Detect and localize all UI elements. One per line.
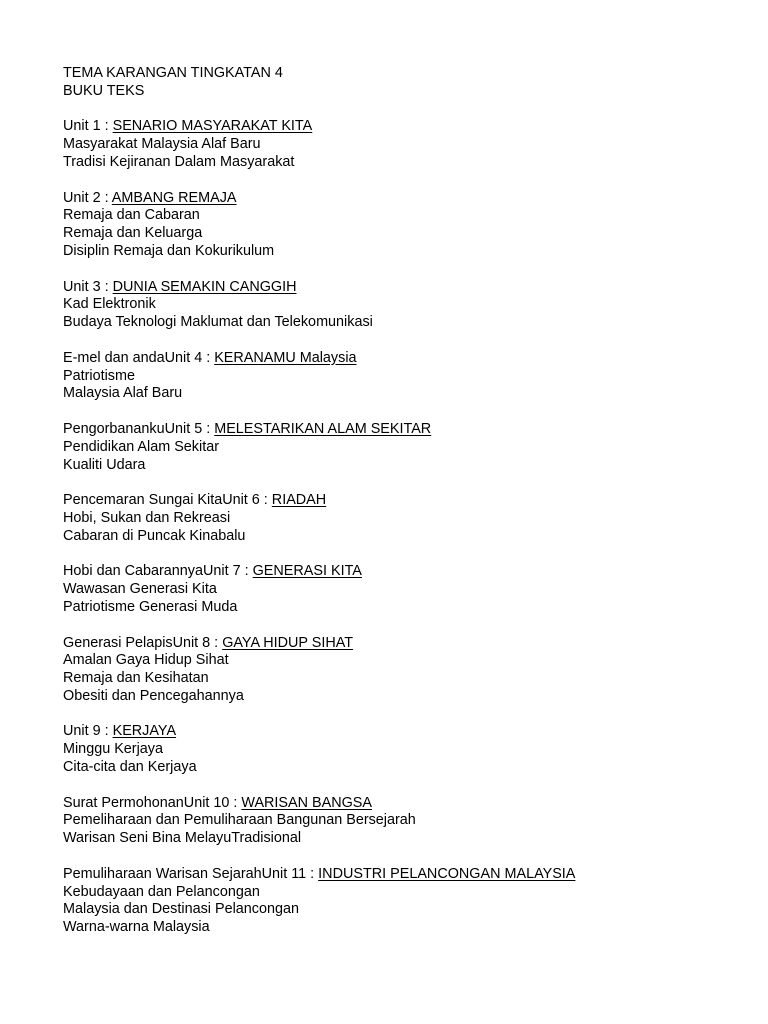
unit-topic: Hobi, Sukan dan Rekreasi xyxy=(63,509,231,526)
unit-topic: Kebudayaan dan Pelancongan xyxy=(63,883,260,900)
unit-theme: GENERASI KITA xyxy=(252,563,362,580)
unit-prefix: Unit 3 : xyxy=(63,278,113,295)
unit-topic: Warisan Seni Bina MelayuTradisional xyxy=(63,830,302,847)
unit-prefix: Hobi dan CabarannyaUnit 7 : xyxy=(63,563,253,580)
unit-heading xyxy=(63,635,753,653)
unit-prefix: Generasi PelapisUnit 8 : xyxy=(63,634,223,651)
unit-theme: MELESTARIKAN ALAM SEKITAR xyxy=(214,420,432,437)
section-spacer xyxy=(63,474,753,492)
unit-topic: Cabaran di Puncak Kinabalu xyxy=(63,527,246,544)
unit-topic: Malaysia Alaf Baru xyxy=(63,385,183,402)
section-spacer xyxy=(63,261,753,279)
unit-prefix: Pemuliharaan Warisan SejarahUnit 11 : xyxy=(63,865,319,882)
unit-topic: Patriotisme Generasi Muda xyxy=(63,598,238,615)
unit-theme: RIADAH xyxy=(271,492,327,509)
unit-prefix: Unit 2 : xyxy=(63,189,112,206)
document-page xyxy=(63,65,753,937)
unit-heading xyxy=(63,118,753,136)
unit-heading xyxy=(63,190,753,208)
unit-topic: Kualiti Udara xyxy=(63,456,146,473)
unit-theme: KERANAMU Malaysia xyxy=(214,349,357,366)
section-spacer xyxy=(63,706,753,724)
unit-prefix: Pencemaran Sungai KitaUnit 6 : xyxy=(63,492,272,509)
unit-heading xyxy=(63,421,753,439)
unit-heading xyxy=(63,279,753,297)
unit-theme: SENARIO MASYARAKAT KITA xyxy=(112,118,313,135)
section-spacer xyxy=(63,332,753,350)
unit-topic: Warna-warna Malaysia xyxy=(63,919,210,936)
unit-theme: WARISAN BANGSA xyxy=(241,794,372,811)
unit-topic: Tradisi Kejiranan Dalam Masyarakat xyxy=(63,153,295,170)
unit-theme: INDUSTRI PELANCONGAN MALAYSIA xyxy=(318,865,576,882)
unit-topic: Remaja dan Cabaran xyxy=(63,207,200,224)
unit-list xyxy=(63,101,753,937)
unit-topic: Pemeliharaan dan Pemuliharaan Bangunan Bersejarah xyxy=(63,812,416,829)
unit-topic: Disiplin Remaja dan Kokurikulum xyxy=(63,242,275,259)
unit-theme: GAYA HIDUP SIHAT xyxy=(222,634,354,651)
unit-heading xyxy=(63,723,753,741)
unit-topic: Kad Elektronik xyxy=(63,296,156,313)
unit-theme: DUNIA SEMAKIN CANGGIH xyxy=(112,278,297,295)
unit-topic: Budaya Teknologi Maklumat dan Telekomunikasi xyxy=(63,314,373,331)
section-spacer xyxy=(63,101,753,119)
unit-topic: Masyarakat Malaysia Alaf Baru xyxy=(63,136,261,153)
unit-prefix: Surat PermohonanUnit 10 : xyxy=(63,794,242,811)
section-spacer xyxy=(63,777,753,795)
unit-topic: Malaysia dan Destinasi Pelancongan xyxy=(63,901,299,918)
unit-prefix: E-mel dan andaUnit 4 : xyxy=(63,349,215,366)
unit-heading xyxy=(63,492,753,510)
unit-topic: Amalan Gaya Hidup Sihat xyxy=(63,652,229,669)
unit-topic: Cita-cita dan Kerjaya xyxy=(63,759,197,776)
unit-topic: Remaja dan Keluarga xyxy=(63,225,203,242)
unit-heading xyxy=(63,866,753,884)
unit-topic: Wawasan Generasi Kita xyxy=(63,581,217,598)
section-spacer xyxy=(63,617,753,635)
document-title: TEMA KARANGAN TINGKATAN 4 xyxy=(63,65,283,81)
section-spacer xyxy=(63,172,753,190)
unit-theme: KERJAYA xyxy=(112,723,177,740)
unit-topic: Pendidikan Alam Sekitar xyxy=(63,438,219,455)
unit-topic: Minggu Kerjaya xyxy=(63,741,163,758)
unit-topic: Remaja dan Kesihatan xyxy=(63,670,209,687)
unit-heading xyxy=(63,350,753,368)
section-spacer xyxy=(63,848,753,866)
section-spacer xyxy=(63,403,753,421)
unit-prefix: PengorbanankuUnit 5 : xyxy=(63,420,215,437)
unit-heading xyxy=(63,563,753,581)
document-subtitle: BUKU TEKS xyxy=(63,82,145,99)
unit-topic: Obesiti dan Pencegahannya xyxy=(63,687,244,704)
section-spacer xyxy=(63,546,753,564)
unit-prefix: Unit 1 : xyxy=(63,118,113,135)
unit-prefix: Unit 9 : xyxy=(63,723,113,740)
unit-heading xyxy=(63,795,753,813)
unit-topic: Patriotisme xyxy=(63,367,135,384)
unit-theme: AMBANG REMAJA xyxy=(111,189,237,206)
